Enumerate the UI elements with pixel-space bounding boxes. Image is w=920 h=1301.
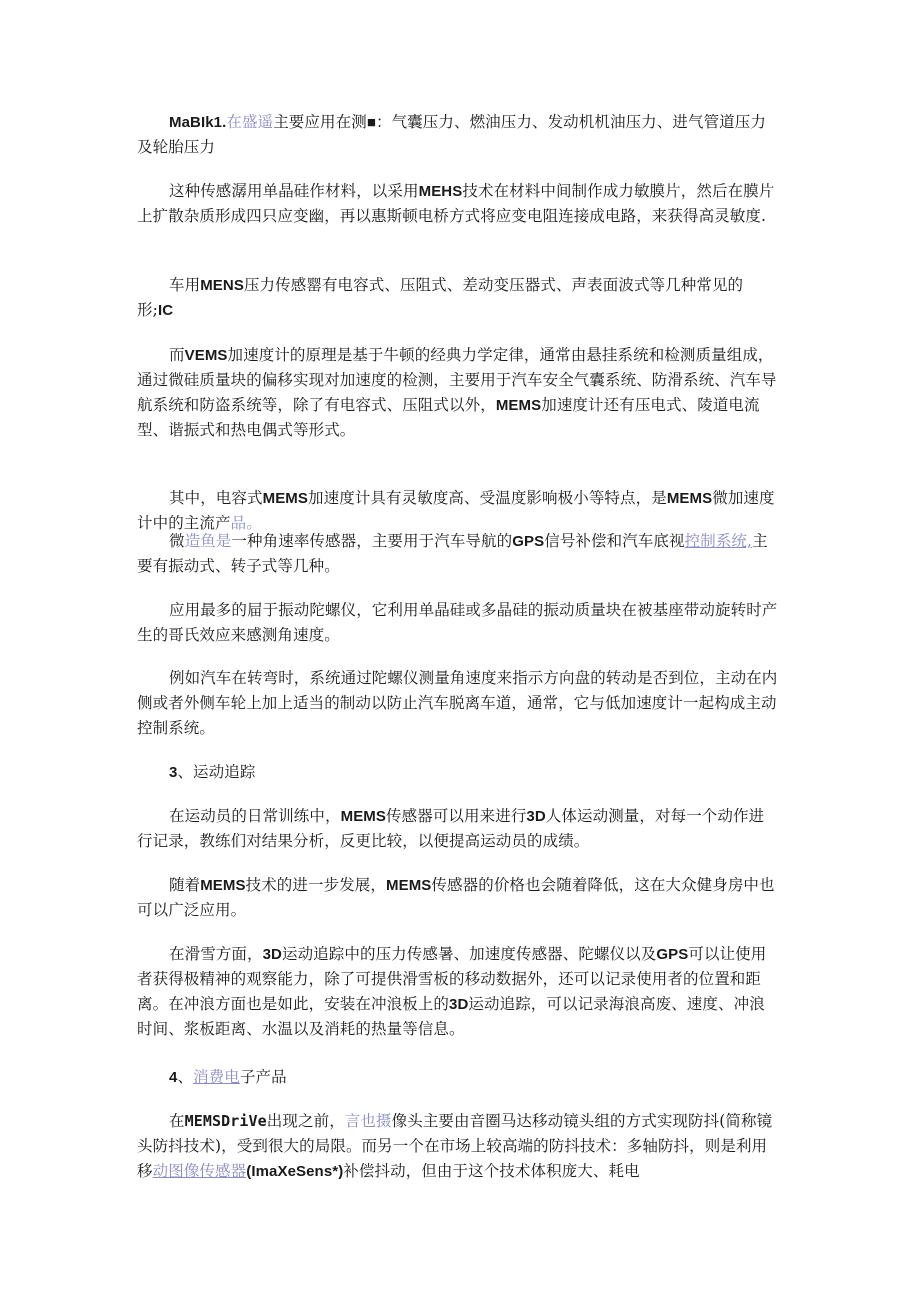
inline-link[interactable]: 消费电 — [193, 1068, 240, 1086]
paragraph-accelerometer-principle — [137, 343, 779, 443]
paragraph-turning-example — [137, 666, 779, 741]
paragraph-mems-price — [137, 873, 779, 923]
text-run: 一种角速率传感器，主要用于汽车导航的 — [231, 532, 513, 550]
text-run: 、 — [177, 1068, 194, 1086]
inline-link[interactable]: 造鱼是 — [184, 532, 232, 550]
paragraph-skiing-surfing — [137, 942, 779, 1042]
text-run: 而 — [169, 346, 185, 364]
text-run: 主要应用在测 — [273, 113, 367, 131]
bold-term: GPS — [656, 946, 689, 963]
text-run: 应用最多的屇于振动陀螺仪，它利用单晶硅或多晶硅的振动质量块在被基座带动旋转时产生的哥氏效应来感测角速度。 — [137, 601, 778, 644]
bold-term: VEMS — [184, 347, 228, 364]
text-run: 在 — [169, 1112, 185, 1130]
text-run: 加速度计具有灵敏度高、受温度影响极小等特点，是 — [308, 489, 667, 507]
bold-term: MEMS — [666, 490, 713, 507]
paragraph-mens-pressure-types — [137, 273, 779, 323]
inline-link[interactable]: 动图像传感器 — [152, 1162, 247, 1180]
paragraph-pressure-sensor-material — [137, 179, 779, 229]
bold-term: 3 — [169, 764, 178, 781]
paragraph-pressure-applications — [137, 110, 779, 160]
text-run: 补偿抖动，但由于这个技术体积庞大、耗电 — [343, 1162, 640, 1180]
text-run: 加速度计还有压电式、陵道电流型、谐振式和热电偶式等形式。 — [137, 396, 760, 439]
inline-link[interactable]: 品。 — [230, 514, 262, 532]
text-run: 出现之前， — [266, 1112, 345, 1130]
text-run: 像头主要由音圈马达移动镜头组的方式实现防抖(简称镜头防抖技术)，受到很大的局限。而另一个在市场上较高端的防抖技术：多轴防抖，则是利用移 — [137, 1112, 773, 1180]
inline-link[interactable]: 在盛遥 — [226, 113, 274, 131]
text-run: 在滑雪方面， — [169, 945, 263, 963]
text-run: 在运动员的日常训练中， — [169, 807, 341, 825]
paragraph-mems-drive — [137, 1109, 779, 1184]
inline-link[interactable]: 控制系统, — [684, 532, 753, 550]
bold-term: ■ — [366, 114, 376, 131]
text-run: 这种传感潺用单晶硅作材料，以采用 — [169, 182, 419, 200]
text-run: 压力传感罂有电容式、压阻式、差动变压器式、声表面波式等几种常见的形; — [137, 276, 744, 319]
bold-term: MEMS — [200, 877, 246, 894]
bold-term: GPS — [512, 533, 545, 550]
section-heading-motion-tracking — [137, 760, 779, 785]
text-run: 子产品 — [239, 1068, 287, 1086]
text-run: 传感器的价格也会随着降低，这在大众健身房中也可以广泛应用。 — [137, 876, 775, 919]
text-run: 车用 — [169, 276, 201, 294]
text-run: 信号补偿和汽车底视 — [544, 532, 685, 550]
text-run: 随着 — [169, 876, 201, 894]
inline-link[interactable]: 言也摄 — [344, 1112, 392, 1130]
section-heading-consumer-electronics — [137, 1065, 779, 1090]
bold-term: MEHS — [418, 183, 463, 200]
text-run: 人体运动测量，对每一个动作进行记录，教练们对结果分析，反更比较，以便提高运动员的成绩。 — [137, 807, 765, 850]
bold-term: MENS — [200, 277, 244, 294]
bold-term: MEMS — [495, 397, 542, 414]
bold-term: 3D — [449, 996, 469, 1013]
paragraph-gyroscope-intro — [137, 529, 779, 579]
text-run: 技术在材料中间制作成力敏膜片，然后在膜片上扩散杂质形成四只应变幽，再以惠斯顿电桥方式将应变电阻连接成电路，来获得高灵敏度. — [137, 182, 775, 225]
text-run: ：气囊压力、燃油压力、发动机机油压力、进气管道压力及轮胎压力 — [137, 113, 766, 156]
bold-term: MEMSDriVe — [184, 1112, 267, 1130]
text-run: 传感器可以用来进行 — [386, 807, 527, 825]
bold-term: MEMS — [262, 490, 309, 507]
bold-term: 3D — [262, 946, 282, 963]
paragraph-vibrating-gyroscope — [137, 598, 779, 648]
text-run: 微 — [169, 532, 185, 550]
bold-term: MEMS — [386, 877, 432, 894]
text-run: 其中，电容式 — [169, 489, 263, 507]
bold-term: MEMS — [340, 808, 387, 825]
text-run: 运动追踪，可以记录海浪高废、速度、冲浪时间、浆板距离、水温以及消耗的热量等信息。 — [137, 995, 765, 1038]
bold-term: 4 — [169, 1069, 178, 1086]
bold-term: (ImaXeSens*) — [246, 1163, 344, 1180]
paragraph-athlete-training — [137, 804, 779, 854]
text-run: 技术的进一步发展， — [245, 876, 387, 894]
text-run: 可以让使用者获得极精神的观察能力，除了可提供滑雪板的移动数据外，还可以记录使用者的位置和距离。在冲浪方面也是如此，安装在冲浪板上的 — [137, 945, 767, 1013]
text-run: 微加速度计中的主流产 — [137, 489, 775, 532]
text-run: 主要有振动式、转子式等几种。 — [137, 532, 768, 575]
text-run: 、运动追踪 — [177, 763, 256, 781]
text-run: 例如汽车在转弯时，系统通过陀螺仪测量角速度来指示方向盘的转动是否到位，主动在内侧或者外侧车轮上加上适当的制动以防止汽车脱离车道，通常，它与低加速度计一起构成主动控制系统。 — [137, 669, 778, 737]
bold-term: 3D — [526, 808, 546, 825]
bold-term: MaBIk1. — [169, 114, 227, 131]
bold-term: IC — [157, 302, 174, 319]
text-run: 运动追踪中的压力传感暑、加速度传感器、陀螺仪以及 — [281, 945, 657, 963]
text-run: 加速度计的原理是基于牛顿的经典力学定律，通常由悬挂系统和检测质量组成，通过微硅质量块的偏移实现对加速度的检测，主要用于汽车安全气囊系统、防滑系统、汽车导航系统和防盗系统等，除了有电容式、压阻式以外， — [137, 346, 777, 414]
